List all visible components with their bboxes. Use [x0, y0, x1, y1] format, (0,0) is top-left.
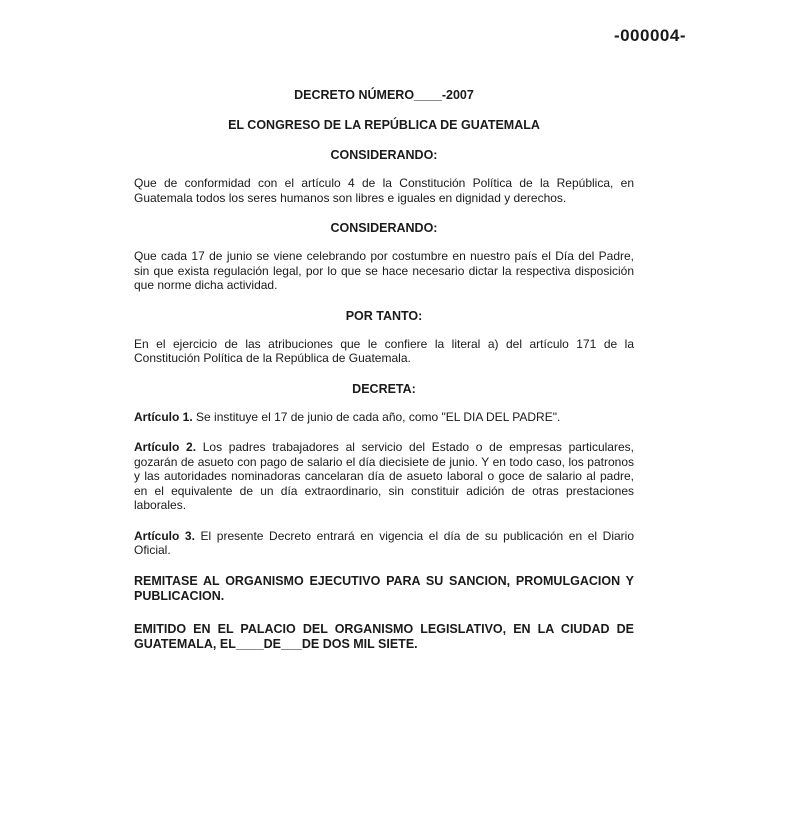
article-3-text: El presente Decreto entrará en vigencia el día de su publicación en el Diario Oficial.: [134, 528, 634, 557]
article-2: [134, 440, 634, 513]
article-2-label: Artículo 2.: [134, 440, 197, 454]
decree-title: DECRETO NÚMERO____-2007: [294, 88, 474, 102]
por-tanto-text: En el ejercicio de las atribuciones que le confiere la literal a) del artículo 171 de la Constitución Política de la República de Guatemala.: [134, 336, 634, 365]
considerando-2-heading: CONSIDERANDO:: [330, 221, 438, 235]
article-1-text: Se instituye el 17 de junio de cada año, como "EL DIA DEL PADRE".: [192, 409, 561, 424]
article-2-text: Los padres trabajadores al servicio del Estado o de empresas particulares, gozarán de asueto con pago de salario el día diecisiete de junio. Y en todo caso, los patronos y las autoridades nominadoras cancelaran día de asueto laboral o goce de salario al padre, en el equivalente de un día extraordinario, sin constituir adición de otras prestaciones laborales.: [134, 440, 634, 512]
document-body: [134, 88, 634, 670]
article-3: [134, 529, 634, 558]
congress-title: EL CONGRESO DE LA REPÚBLICA DE GUATEMALA: [228, 118, 540, 132]
remitase-clause: REMITASE AL ORGANISMO EJECUTIVO PARA SU SANCION, PROMULGACION Y PUBLICACION.: [134, 573, 634, 603]
considerando-1-text: Que de conformidad con el artículo 4 de la Constitución Política de la República, en Guatemala todos los seres humanos son libres e iguales en dignidad y derechos.: [134, 176, 634, 205]
decreta-heading: DECRETA:: [352, 381, 416, 396]
document-number: -000004-: [613, 26, 686, 45]
considerando-1-heading: CONSIDERANDO:: [330, 148, 438, 162]
article-1-label: Artículo 1.: [134, 409, 193, 424]
emitido-clause: EMITIDO EN EL PALACIO DEL ORGANISMO LEGISLATIVO, EN LA CIUDAD DE GUATEMALA, EL____DE___DE DOS MIL SIETE.: [134, 621, 634, 651]
considerando-2-text: Que cada 17 de junio se viene celebrando por costumbre en nuestro país el Día del Padre, sin que exista regulación legal, por lo que se hace necesario dictar la respectiva disposición que norme dicha actividad.: [134, 249, 634, 292]
article-3-label: Artículo 3.: [134, 528, 195, 543]
por-tanto-heading: POR TANTO:: [345, 308, 423, 323]
article-1: [134, 410, 634, 425]
